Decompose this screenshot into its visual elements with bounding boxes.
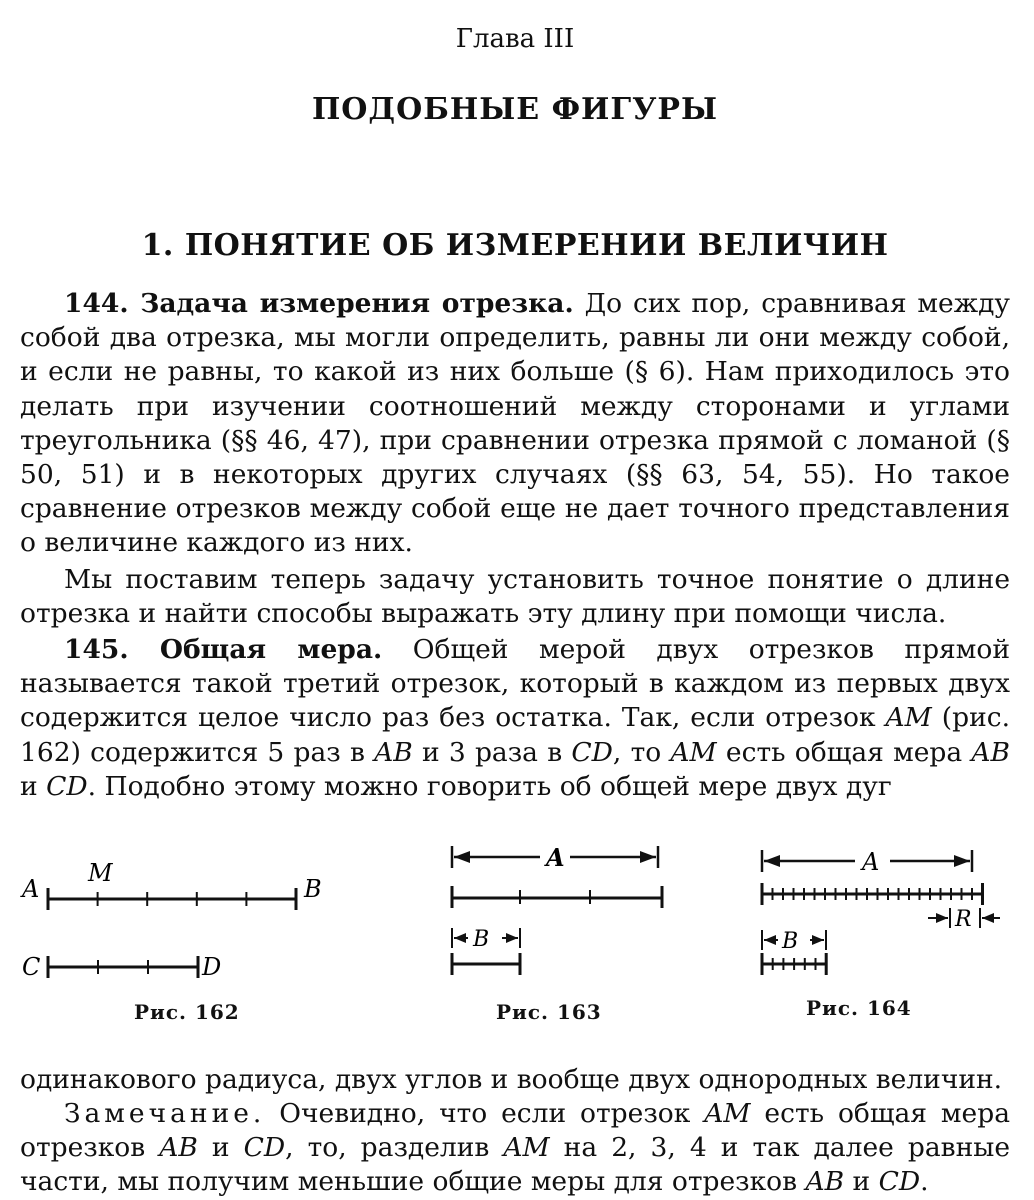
text-fragment: . Подобно этому можно говорить об общей мере двух дуг (87, 770, 892, 802)
section-title: 1. ПОНЯТИЕ ОБ ИЗМЕРЕНИИ ВЕЛИЧИН (141, 228, 889, 263)
chapter-title: ПОДОБНЫЕ ФИГУРЫ (311, 92, 719, 127)
math-ab: AB (971, 736, 1010, 768)
paragraph-144-text: До сих пор, сравнивая между собой два отрезка, мы могли определить, равны ли они между собой, и если не равны, то какой из них больше (§ 6). Нам приходилось это делать при изучении соотношений между сторонами и углами треугольника (§§ 46, 47), при сравнении отрезка прямой с ломаной (§ 50, 51) и в некоторых других случаях (§§ 63, 54, 55). Но такое сравнение отрезков между собой еще не дает точного представления о величине каждого из них. (20, 288, 1011, 559)
math-am: AM (704, 1098, 751, 1129)
figure-164-caption: Рис. 164 (806, 996, 912, 1020)
text-fragment: Общей мерой двух отрезков прямой называется такой третий отрезок, который в каждом из первых двух содержится целое число раз без остатка. Так, если отрезок (20, 634, 1010, 734)
paragraph-145-heading: 145. Общая мера. (64, 634, 383, 665)
chapter-number: Глава III (455, 24, 575, 54)
figure-163-caption: Рис. 163 (496, 1000, 602, 1024)
paragraph-145 (20, 633, 1010, 804)
fig163-segment-a (452, 886, 662, 908)
fig162-label-m: M (88, 859, 113, 887)
text-fragment: . (920, 1166, 929, 1198)
paragraph-remark (20, 1097, 1010, 1200)
fig162-segment-ab (48, 888, 296, 910)
math-cd: CD (878, 1166, 921, 1198)
math-ab: AB (159, 1132, 198, 1164)
fig162-label-a: A (22, 875, 40, 903)
math-am: AM (670, 736, 717, 768)
fig164-segment-a (762, 883, 983, 905)
text-fragment: Очевидно, что если отрезок (265, 1098, 705, 1129)
fig163-label-a: A (546, 843, 565, 872)
text-fragment: есть общая мера отрезков (20, 1098, 1010, 1164)
text-fragment: и (197, 1132, 244, 1164)
text-fragment: и (844, 1166, 879, 1198)
text-fragment: и 3 раза в (412, 736, 572, 768)
figure-162 (20, 855, 330, 985)
figure-162-caption: Рис. 162 (134, 1000, 240, 1024)
fig164-label-r: R (955, 907, 972, 932)
math-am: AM (503, 1132, 550, 1164)
paragraph-144 (20, 287, 1010, 561)
math-cd: CD (46, 770, 88, 802)
math-am: AM (885, 702, 932, 734)
fig163-label-b: B (473, 927, 490, 952)
text-fragment: , то (612, 736, 671, 768)
fig163-segment-b (452, 953, 520, 975)
paragraph-continuation: одинакового радиуса, двух углов и вообще двух однородных величин. (20, 1064, 1003, 1095)
remark-label: Замечание. (64, 1098, 266, 1129)
text-fragment: , то, разделив (285, 1132, 504, 1164)
math-cd: CD (571, 736, 613, 768)
paragraph-144-heading: 144. Задача измерения отрезка. (64, 288, 574, 319)
text-fragment: есть общая мера (716, 736, 972, 768)
text-fragment: (рис. 162) содержится 5 раз в (20, 702, 1011, 768)
fig164-segment-b (762, 953, 826, 975)
math-cd: CD (243, 1132, 286, 1164)
fig162-label-c: C (22, 953, 41, 981)
text-fragment: на 2, 3, 4 и так далее равные части, мы получим меньшие общие меры для отрезков (20, 1132, 1011, 1198)
math-ab: AB (805, 1166, 845, 1198)
text-fragment: и (20, 770, 47, 802)
math-ab: AB (374, 736, 413, 768)
fig164-label-a: A (862, 848, 880, 876)
fig164-label-b: B (782, 929, 799, 954)
fig162-label-b: B (304, 875, 322, 903)
figure-163 (440, 838, 680, 978)
paragraph-task: Мы поставим теперь задачу установить точное понятие о длине отрезка и найти способы выражать эту длину при помощи числа. (20, 564, 1010, 630)
fig162-segment-cd (48, 956, 198, 978)
fig162-label-d: D (202, 953, 222, 981)
figure-164 (750, 838, 1010, 978)
